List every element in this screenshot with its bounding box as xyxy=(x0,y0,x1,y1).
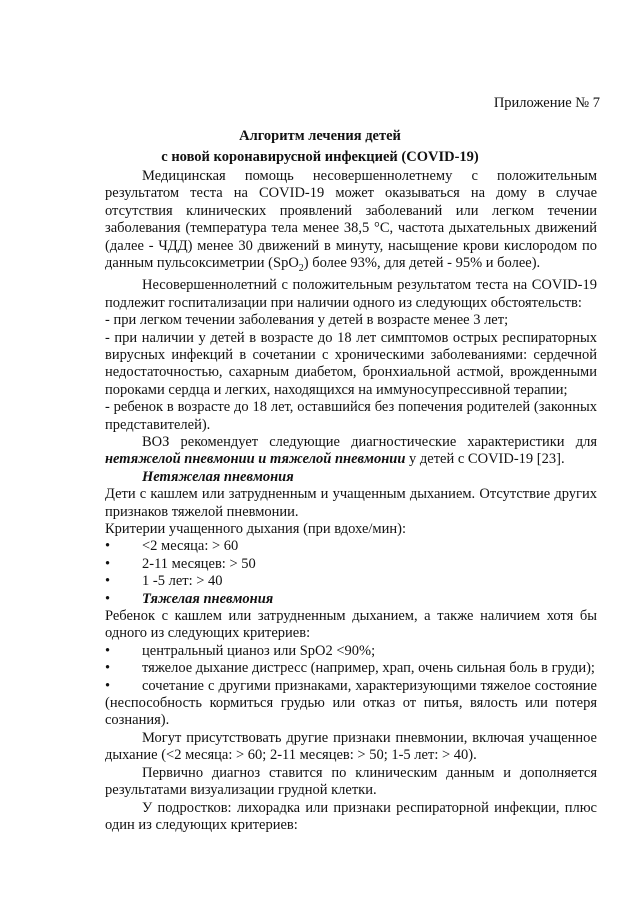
rate-item xyxy=(105,573,597,590)
severe-item xyxy=(105,678,597,730)
spo2-subscript: 2 xyxy=(298,262,304,274)
severe-item xyxy=(105,660,597,677)
severe-item-text: тяжелое дыхание дистресс (например, храп, очень сильная боль в груди); xyxy=(142,660,595,677)
bullet-icon: • xyxy=(105,538,111,555)
paragraph-home-care xyxy=(105,168,597,277)
hospitalization-item-1: - при легком течении заболевания у детей в возрасте менее 3 лет; xyxy=(105,312,509,329)
bullet-icon: • xyxy=(105,660,111,677)
rate-item xyxy=(105,538,597,555)
who-text-emphasis: нетяжелой пневмонии и тяжелой пневмонии xyxy=(105,451,406,468)
title-line-2: с новой коронавирусной инфекцией (COVID-19) xyxy=(161,149,479,165)
who-text-c: у детей с COVID-19 [23]. xyxy=(405,451,565,468)
severe-item-text: центральный цианоз или SpO2 <90%; xyxy=(142,642,376,659)
paragraph-hospitalization: Несовершеннолетний с положительным результатом теста на COVID-19 подлежит госпитализации при наличии одного из следующих обстоятельств: xyxy=(105,277,597,311)
paragraph-diagnosis: Первично диагноз ставится по клиническим данным и дополняется результатами визуализации грудной клетки. xyxy=(105,764,597,799)
bullet-icon: • xyxy=(105,677,111,694)
appendix-label: Приложение № 7 xyxy=(493,95,600,111)
bullet-icon: • xyxy=(105,590,111,607)
paragraph-rate-criteria: Критерии учащенного дыхания (при вдохе/мин): xyxy=(105,521,406,538)
heading-severe-pneumonia: Тяжелая пневмония xyxy=(142,590,274,607)
hospitalization-item-3: - ребенок в возрасте до 18 лет, оставшийся без попечения родителей (законных представителей). xyxy=(105,399,597,433)
hospitalization-item-2: - при наличии у детей в возрасте до 18 лет симптомов острых респираторных вирусных инфекций в сочетании с хроническими заболеваниями: сердечной недостаточностью, сахарным диабетом, бронхиальной астмой, врожденными пороками сердца и легких, находящихся на иммуносупрессивной терапии; xyxy=(105,329,597,398)
rate-item-text: <2 месяца: > 60 xyxy=(142,538,239,555)
bullet-icon: • xyxy=(105,642,111,659)
heading-nonsevere-pneumonia: Нетяжелая пневмония xyxy=(142,468,294,485)
title-line-1: Алгоритм лечения детей xyxy=(239,128,401,144)
bullet-icon: • xyxy=(105,573,111,590)
severe-item xyxy=(105,643,597,660)
bullet-icon: • xyxy=(105,555,111,572)
paragraph-severe-description: Ребенок с кашлем или затрудненным дыханием, а также наличием хотя бы одного из следующих критериев: xyxy=(105,608,597,642)
document-title xyxy=(0,126,640,168)
paragraph-home-care-end: ) более 93%, для детей - 95% и более). xyxy=(303,255,541,272)
who-text-a: ВОЗ рекомендует следующие диагностические характеристики для xyxy=(142,433,597,450)
document-body xyxy=(105,168,597,834)
paragraph-who xyxy=(105,434,597,469)
paragraph-home-care-text: Медицинская помощь несовершеннолетнему с положительным результатом теста на COVID-19 может оказываться на дому в случае отсутствия клинических проявлений заболеваний или легком течении заболевания (температура тела менее 38,5 °С, частота дыхательных движений (далее - ЧДД) менее 30 движений в минуту, насыщение крови кислородом по данным пульсоксиметрии (SpO xyxy=(105,168,597,272)
rate-item-text: 1 -5 лет: > 40 xyxy=(142,573,223,590)
rate-item xyxy=(105,556,597,573)
severe-item-text: сочетание с другими признаками, характеризующими тяжелое состояние (неспособность кормиться грудью или отказ от питья, вялость или потеря сознания). xyxy=(105,677,597,729)
paragraph-adolescents: У подростков: лихорадка или признаки респираторной инфекции, плюс один из следующих критериев: xyxy=(105,799,597,833)
paragraph-nonsevere-description: Дети с кашлем или затрудненным и учащенным дыханием. Отсутствие других признаков тяжелой пневмонии. xyxy=(105,486,597,520)
heading-severe-wrapper xyxy=(105,591,597,608)
paragraph-other-signs: Могут присутствовать другие признаки пневмонии, включая учащенное дыхание (<2 месяца: > 60; 2-11 месяцев: > 50; 1-5 лет: > 40). xyxy=(105,729,597,764)
rate-item-text: 2-11 месяцев: > 50 xyxy=(142,555,256,572)
